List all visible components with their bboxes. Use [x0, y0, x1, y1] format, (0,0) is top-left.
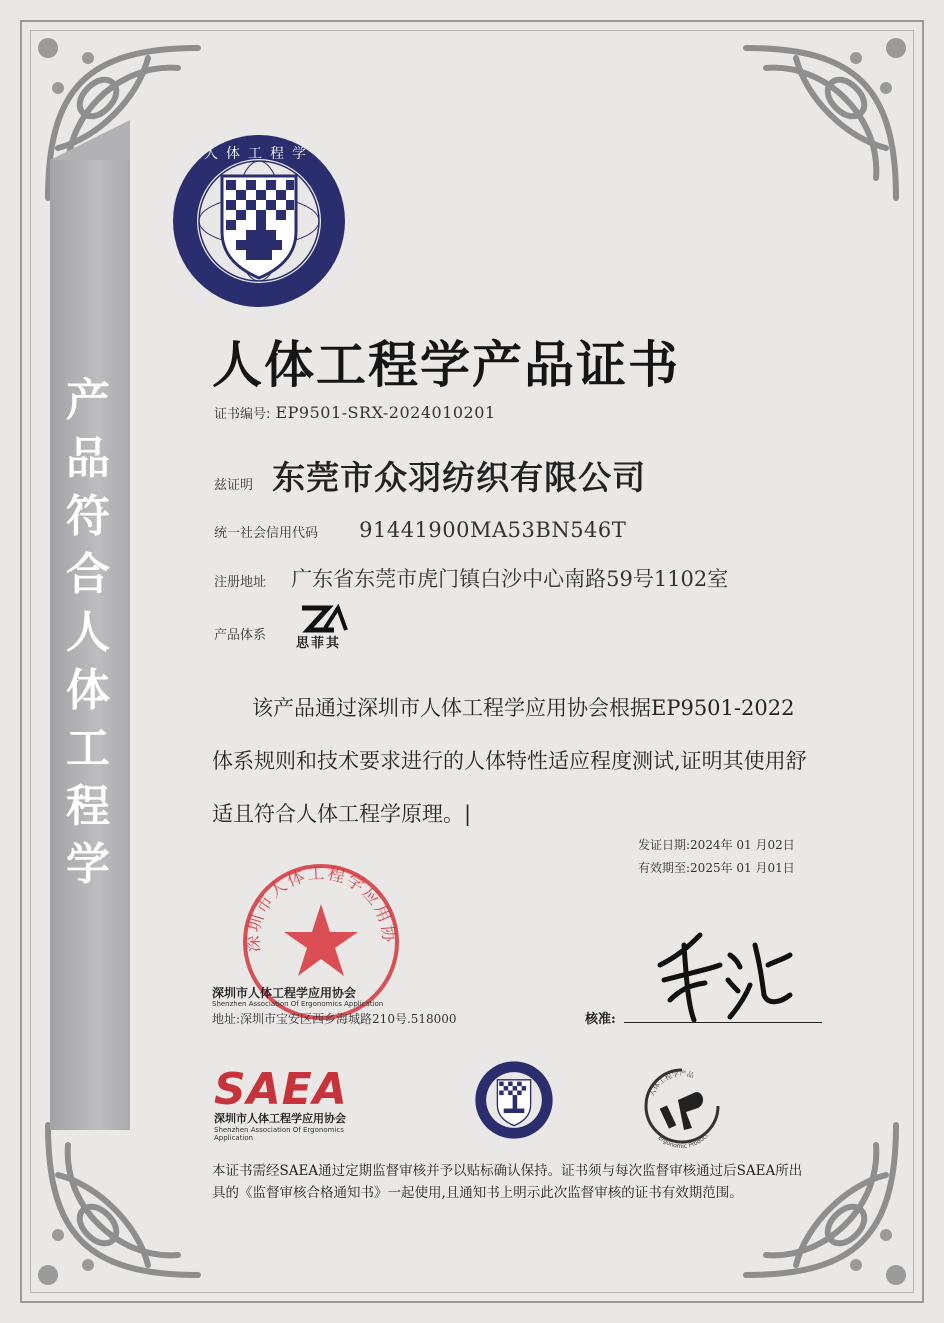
- side-ribbon-text: 产品符合人体工程学: [66, 375, 110, 890]
- certificate-statement: 该产品通过深圳市人体工程学应用协会根据EP9501-2022体系规则和技术要求进行的人体特性适应程度测试,证明其使用舒适且符合人体工程学原理。|: [212, 696, 807, 826]
- saea-logo: [214, 1064, 384, 1142]
- issuing-association: [212, 984, 457, 1027]
- certificate-number-row: [214, 403, 496, 422]
- product-system-label: 产品体系: [214, 628, 267, 643]
- credit-code-label: 统一社会信用代码: [214, 526, 319, 541]
- ergo-badge-bottom-text: Ergonomic Product: [656, 1132, 710, 1151]
- association-name-en: Shenzhen Association Of Ergonomics Application: [212, 1000, 384, 1008]
- company-row: [214, 452, 646, 499]
- credit-code: 91441900MA53BN546T: [359, 518, 627, 542]
- ergonomic-product-badge: [634, 1058, 730, 1154]
- validity-dates: [638, 834, 795, 880]
- issue-date: 发证日期:2024年 01 月02日: [638, 838, 795, 852]
- signature-line: [624, 1022, 822, 1023]
- association-name-cn: 深圳市人体工程学应用协会: [212, 986, 357, 1000]
- inner-frame: [30, 30, 914, 1293]
- address-value: 广东省东莞市虎门镇白沙中心南路59号1102室: [291, 567, 729, 591]
- association-address: 地址:深圳市宝安区西乡海城路210号.518000: [212, 1012, 457, 1026]
- association-logo: [170, 132, 348, 310]
- address-label: 注册地址: [214, 575, 267, 590]
- certificate-title: 人体工程学产品证书: [212, 336, 680, 394]
- seal-text: 深圳市人体工程学应用协: [243, 863, 399, 953]
- corner-ornament-bottom-left: [28, 1105, 218, 1295]
- brand-name: 思菲其: [296, 636, 342, 651]
- saea-name-cn: 深圳市人体工程学应用协会: [214, 1112, 346, 1125]
- approval-label: 核准:: [585, 1012, 616, 1027]
- company-label: 兹证明: [214, 478, 254, 493]
- company-name: 东莞市众羽纺织有限公司: [272, 458, 647, 497]
- association-logo-small: [474, 1060, 554, 1140]
- certificate-number-label: 证书编号:: [214, 407, 271, 422]
- saea-wordmark: SAEA: [214, 1064, 348, 1115]
- product-system-row: [214, 624, 266, 643]
- certificate-number: EP9501-SRX-2024010201: [275, 403, 496, 422]
- ergo-badge-top-text: 人体工程学产品: [647, 1069, 695, 1098]
- saea-name-en: Shenzhen Association Of Ergonomics Application: [214, 1126, 344, 1142]
- valid-until-date: 有效期至:2025年 01 月01日: [638, 861, 795, 875]
- handwritten-signature: [650, 925, 800, 1025]
- corner-ornament-top-right: [726, 28, 916, 218]
- logo-ring-cn: 人体工程学: [204, 146, 314, 162]
- credit-code-row: [214, 518, 626, 542]
- footer-notice: 本证书需经SAEA通过定期监督审核并予以贴标确认保持。证书须与每次监督审核通过后SAEA所出具的《监督审核合格通知书》一起使用,且通知书上明示此次监督审核的证书有效期范围。: [212, 1163, 803, 1201]
- address-row: [214, 563, 728, 593]
